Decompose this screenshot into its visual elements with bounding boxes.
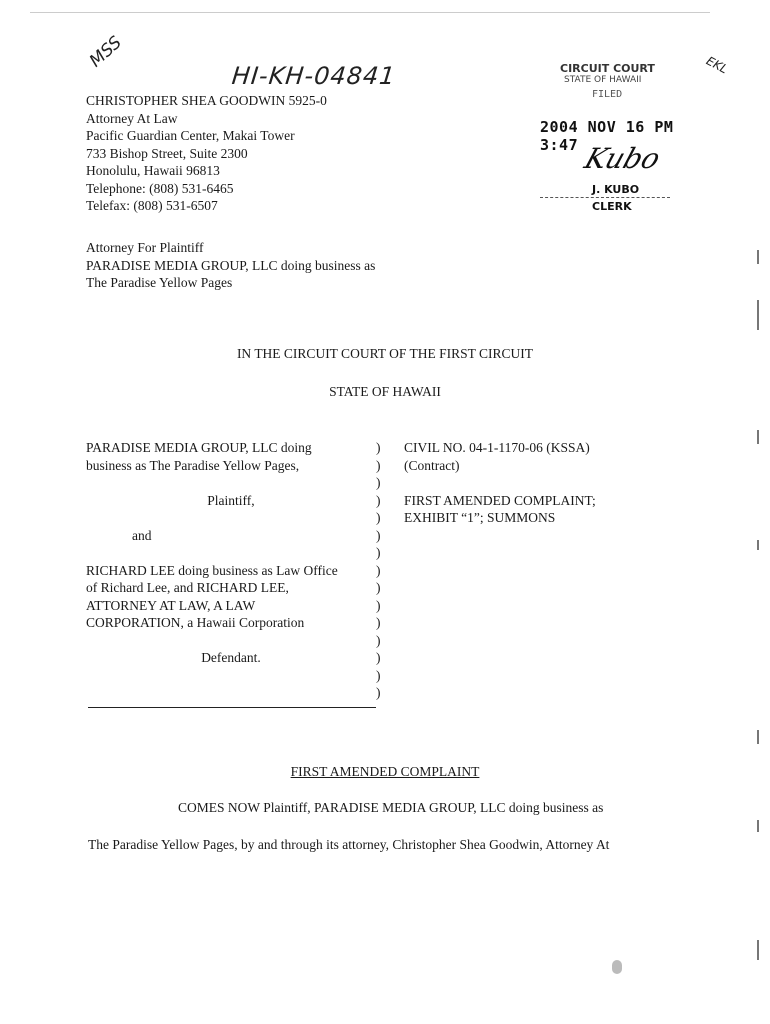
handwritten-initials: MSS xyxy=(85,32,126,72)
filing-stamp xyxy=(540,62,680,222)
caption-documents-line2: EXHIBIT “1”; SUMMONS xyxy=(404,510,556,525)
scan-speck xyxy=(612,960,622,974)
caption-plaintiff-line1: PARADISE MEDIA GROUP, LLC doing xyxy=(86,440,312,455)
caption-paren: ) xyxy=(376,475,381,490)
scan-speck xyxy=(757,940,759,960)
caption-case-info xyxy=(404,439,596,527)
attorney-for-party-line1: PARADISE MEDIA GROUP, LLC doing business as xyxy=(86,257,376,273)
caption-paren: ) xyxy=(376,527,381,543)
scan-speck xyxy=(757,300,759,330)
counsel-city: Honolulu, Hawaii 96813 xyxy=(86,163,220,178)
caption-documents-line1: FIRST AMENDED COMPLAINT; xyxy=(404,492,596,508)
caption-defendant-line4: CORPORATION, a Hawaii Corporation xyxy=(86,615,305,630)
counsel-street: 733 Bishop Street, Suite 2300 xyxy=(86,145,248,161)
caption-paren: ) xyxy=(376,562,381,578)
handwritten-corner-note: EKL xyxy=(704,53,731,77)
stamp-filed: FILED xyxy=(592,89,623,100)
caption-paren: ) xyxy=(376,440,381,455)
caption-defendant-role: Defendant. xyxy=(201,650,261,665)
scan-speck xyxy=(757,820,759,832)
stamp-state: STATE OF HAWAII xyxy=(564,75,642,85)
caption-civil-no: CIVIL NO. 04-1-1170-06 (KSSA) xyxy=(404,440,590,455)
caption-paren: ) xyxy=(376,580,381,595)
stamp-clerk-name: J. KUBO xyxy=(592,183,640,196)
counsel-title: Attorney At Law xyxy=(86,110,178,126)
complaint-title: FIRST AMENDED COMPLAINT xyxy=(290,764,480,779)
caption-paren: ) xyxy=(376,545,381,560)
complaint-paragraph-line1: COMES NOW Plaintiff, PARADISE MEDIA GROUP, LLC doing business as xyxy=(178,800,604,815)
counsel-telefax: Telefax: (808) 531-6507 xyxy=(86,198,218,213)
caption-defendant-line2: of Richard Lee, and RICHARD LEE, xyxy=(86,580,289,595)
caption-plaintiff-line2: business as The Paradise Yellow Pages, xyxy=(86,457,300,473)
handwritten-document-number: HI-KH-04841 xyxy=(230,62,398,90)
stamp-court: CIRCUIT COURT xyxy=(560,62,655,75)
court-name: IN THE CIRCUIT COURT OF THE FIRST CIRCUIT xyxy=(236,346,534,361)
attorney-for-label: Attorney For Plaintiff xyxy=(86,240,204,255)
caption-paren: ) xyxy=(376,667,381,683)
caption-paren: ) xyxy=(376,457,381,473)
counsel-building: Pacific Guardian Center, Makai Tower xyxy=(86,128,295,143)
counsel-block xyxy=(86,92,327,215)
stamp-divider xyxy=(540,197,670,198)
caption-paren: ) xyxy=(376,510,381,525)
caption-paren: ) xyxy=(376,650,381,665)
caption-parentheses xyxy=(376,439,381,702)
court-state: STATE OF HAWAII xyxy=(329,384,441,399)
caption-defendant-line3: ATTORNEY AT LAW, A LAW xyxy=(86,597,256,613)
caption-rule xyxy=(88,707,376,708)
caption-paren: ) xyxy=(376,597,381,613)
attorney-for-block xyxy=(86,239,375,292)
caption-paren: ) xyxy=(376,615,381,630)
scan-speck xyxy=(757,540,759,550)
attorney-for-party-line2: The Paradise Yellow Pages xyxy=(86,275,233,290)
caption-parties xyxy=(86,439,376,667)
caption-paren: ) xyxy=(376,492,381,508)
caption-paren: ) xyxy=(376,632,381,648)
scan-speck xyxy=(757,430,759,444)
counsel-telephone: Telephone: (808) 531-6465 xyxy=(86,180,234,196)
scan-speck xyxy=(30,12,710,13)
stamp-date: 2004 NOV 16 PM 3:47 xyxy=(540,118,674,154)
caption-plaintiff-role: Plaintiff, xyxy=(207,492,255,508)
caption-case-type: (Contract) xyxy=(404,457,460,473)
scan-speck xyxy=(757,730,759,744)
caption-defendant-line1: RICHARD LEE doing business as Law Office xyxy=(86,562,338,578)
stamp-clerk-label: CLERK xyxy=(592,200,632,213)
caption-and: and xyxy=(132,527,152,543)
complaint-paragraph-line2: The Paradise Yellow Pages, by and through its attorney, Christopher Shea Goodwin, Attorney At xyxy=(88,837,610,852)
stamp-signature: Kubo xyxy=(580,142,665,175)
scan-speck xyxy=(757,250,759,264)
caption-paren: ) xyxy=(376,685,381,700)
counsel-name: CHRISTOPHER SHEA GOODWIN 5925-0 xyxy=(86,93,327,108)
